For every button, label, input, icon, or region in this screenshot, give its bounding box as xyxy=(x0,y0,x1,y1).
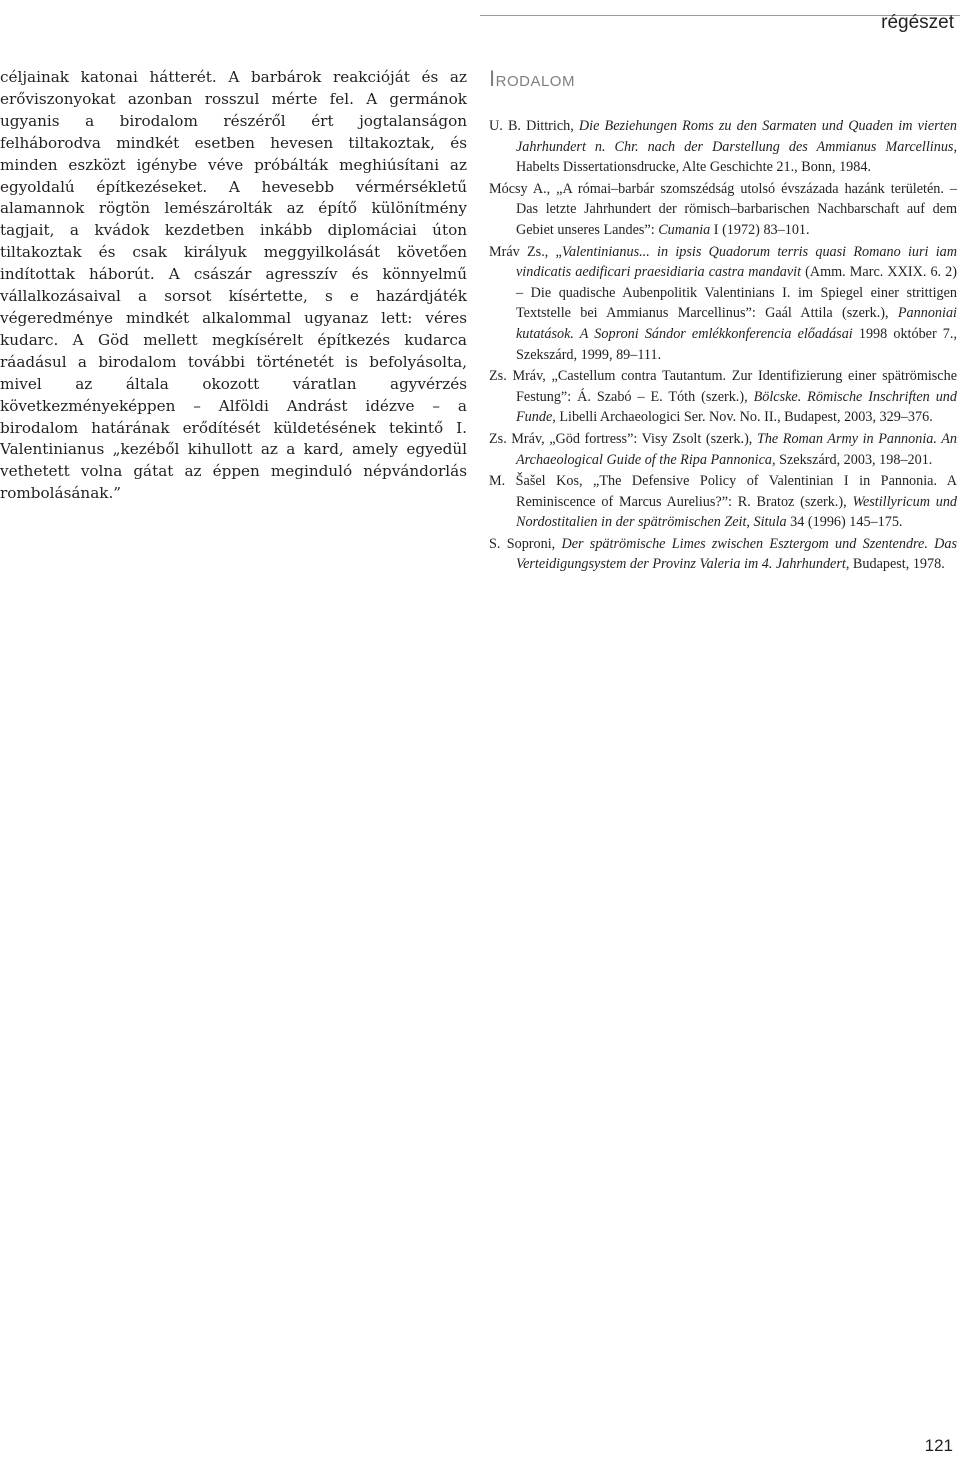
reference-text: , Habelts Dissertationsdrucke, Alte Geschichte 21., Bonn, 1984. xyxy=(516,138,957,176)
reference-text: U. B. Dittrich, xyxy=(489,118,579,134)
reference-entry xyxy=(489,366,957,428)
reference-entry xyxy=(489,116,957,178)
header-rule xyxy=(480,12,960,33)
section-title: régészet xyxy=(881,12,954,33)
reference-italic-text: Bölcske. Römische Inschriften und Funde xyxy=(516,388,957,426)
reference-text: 1998 október 7., Szekszárd, 1999, 89–111. xyxy=(516,325,957,363)
reference-text: 34 (1996) 145–175. xyxy=(786,514,903,531)
reference-text: (Amm. Marc. XXIX. 6. 2) – Die quadische Aubenpolitik Valentinians I. im Spiegel einer strittigen Textstelle bei Ammianus Marcellinus”: Gaál Attila (szerk.), xyxy=(516,264,957,322)
reference-entry xyxy=(489,534,957,575)
reference-italic-text: Westillyricum und Nordostitalien in der spätrömischen Zeit, Situla xyxy=(516,493,958,531)
references-section xyxy=(489,64,957,576)
reference-text: M. Šašel Kos, „The Defensive Policy of Valentinian I in Pannonia. A Reminiscence of Marcus Aurelius?”: R. Bratoz (szerk.), xyxy=(489,473,957,510)
reference-text: , Libelli Archaeologici Ser. Nov. No. II., Budapest, 2003, 329–376. xyxy=(552,409,933,426)
reference-entry xyxy=(489,429,957,470)
reference-italic-text: Pannoniai kutatások. A Soproni Sándor emlékkonferencia előadásai xyxy=(516,305,957,342)
reference-text: Zs. Mráv, „Castellum contra Tautantum. Zur Identifizierung einer spätrömische Festung”: Á. Szabó – E. Tóth (szerk.), xyxy=(489,368,957,405)
reference-entry xyxy=(489,471,957,533)
body-paragraph: céljainak katonai hátterét. A barbárok reakcióját és az erőviszonyokat azonban rosszul mérte fel. A germánok ugyanis a birodalom részéről ért jogtalanságon felháborodva mindkét esetben hevesen tiltakoztak, és minden eszközt igénybe véve próbálták meghiúsítani az egyoldalú építkezéseket. A hevesebb vérmérsékletű alamannok rögtön lemészárolták az építő különítmény tagjait, a kvádok kezdetben inkább diplomáciai úton tiltakoztak és csak királyuk meggyilkolását követően indítottak háborút. A császár agresszív és könnyelmű vállalkozásaival a sorsot kísértette, s e hazárdjáték végeredménye mindkét alkalommal ugyanaz lett: véres kudarc. A Göd mellett megkísérelt építkezés kudarca ráadásul a birodalom további történetét is befolyásolta, mivel az általa okozott váratlan agyvérzés következményeképpen – Alföldi Andrást idézve – a birodalom határának erődítését küldetésének tekintő I. Valentinianus „kezéből kihullott az a kard, amely egyedül vethetett volna gátat az éppen meginduló népvándorlás rombolásának.” xyxy=(0,68,467,503)
reference-italic-text: Valentinianus... in ipsis Quadorum terris quasi Romano iuri iam vindicatis aedificari praesidiaria castra mandavit xyxy=(516,243,957,281)
page-number: 121 xyxy=(924,1436,953,1455)
reference-text: Zs. Mráv, „Göd fortress”: Visy Zsolt (szerk.), xyxy=(489,430,757,447)
reference-text: S. Soproni, xyxy=(489,535,562,552)
reference-text: , Szekszárd, 2003, 198–201. xyxy=(771,451,933,468)
reference-entry xyxy=(489,179,957,241)
reference-text: Mráv Zs., „ xyxy=(489,243,562,260)
body-column xyxy=(0,67,467,505)
reference-italic-text: Cumania xyxy=(658,221,711,238)
references-heading: Irodalom xyxy=(489,66,575,91)
reference-italic-text: The Roman Army in Pannonia. An Archaeological Guide of the Ripa Pannonica xyxy=(516,430,957,468)
reference-italic-text: Die Beziehungen Roms zu den Sarmaten und Quaden im vierten Jahrhundert n. Chr. nach der Darstellung des Ammianus Marcellinus xyxy=(516,118,957,155)
reference-entry xyxy=(489,242,957,366)
reference-text: Mócsy A., „A római–barbár szomszédság utolsó évszázada hazánk területén. – Das letzte Jahrhundert der römisch–barbarischen Nachbarschaft auf dem Gebiet unseres Landes”: xyxy=(489,180,957,238)
reference-text: I (1972) 83–101. xyxy=(710,221,810,238)
references-list xyxy=(489,116,957,575)
reference-text: , Budapest, 1978. xyxy=(845,556,945,573)
reference-italic-text: Der spätrömische Limes zwischen Esztergom und Szentendre. Das Verteidigungsystem der Provinz Valeria im 4. Jahrhundert xyxy=(516,535,958,573)
